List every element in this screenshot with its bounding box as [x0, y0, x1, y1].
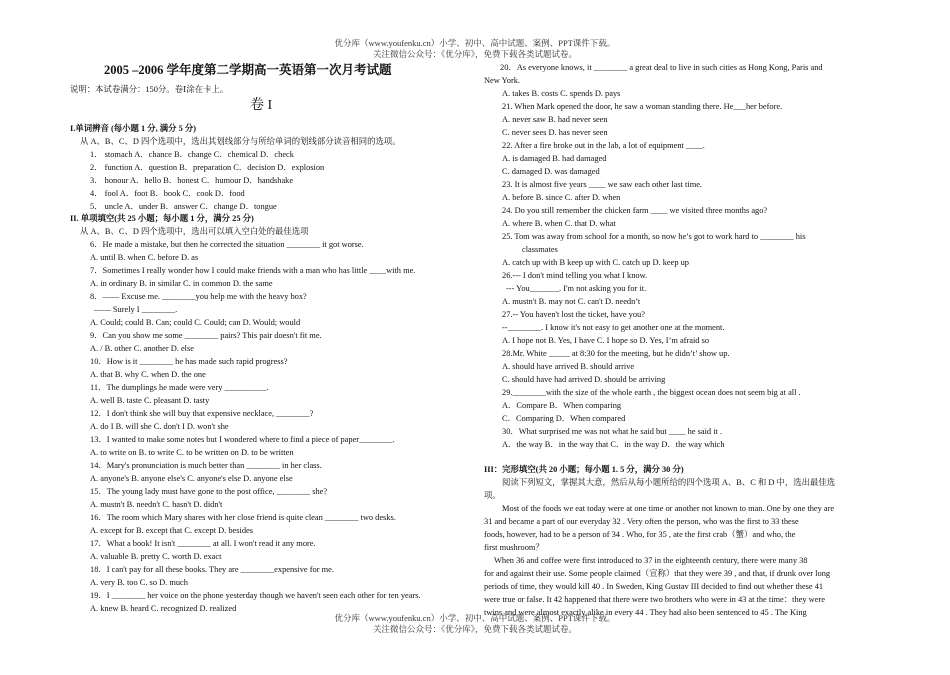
- exam-title: 2005 –2006 学年度第二学期高一英语第一次月考试题: [104, 63, 392, 77]
- section-3-title: III：完形填空(共 20 小题；每小题 1. 5 分，满分 30 分): [484, 465, 684, 474]
- options-line: A. anyone's B. anyone else's C. anyone's else D. anyone else: [90, 474, 293, 483]
- options-line: A. is damaged B. had damaged: [502, 154, 607, 163]
- question-line: 28.Mr. White _____ at 8:30 for the meeting, but he didn’t’ show up.: [502, 349, 730, 358]
- question-line: 11．The dumplings he made were very __________.: [90, 383, 269, 392]
- options-line: A. takes B. costs C. spends D. pays: [502, 89, 621, 98]
- phonetics-item-4: 4． fool A．foot B．book C．cook D．food: [90, 189, 245, 198]
- options-line: A. except for B. except that C. except D. besides: [90, 526, 254, 535]
- options-line: A. before B. since C. after D. when: [502, 193, 621, 202]
- footer-line-2: 关注微信公众号：《优分库》，免费下载各类试题试卷。: [372, 624, 577, 634]
- options-line: A. to write on B. to write C. to be written on D. to be written: [90, 448, 294, 457]
- question-line: 15．The young lady must have gone to the post office, ________ she?: [90, 487, 328, 496]
- options-line: C．Comparing D．When compared: [502, 414, 626, 423]
- options-line: A. mustn't B. may not C. can't D. needn’t: [502, 297, 641, 306]
- options-line: A．Compare B．When comparing: [502, 401, 622, 410]
- question-line: 16．The room which Mary shares with her close friend is quite clean ________ two desks.: [90, 513, 396, 522]
- question-20: 20．As everyone knows, it ________ a great deal to live in such cities as Hong Kong, Paris and: [500, 63, 823, 72]
- header-line-2: 关注微信公众号：《优分库》，免费下载各类试题试卷。: [372, 49, 577, 59]
- question-line: --- You_______. I'm not asking you for it.: [506, 284, 647, 293]
- right-column: [484, 0, 880, 675]
- options-line: A. where B. when C. that D. what: [502, 219, 616, 228]
- volume-heading: 卷 I: [250, 98, 273, 113]
- section-2-desc: 从 A、B、C、D 四个选项中，选出可以填入空白处的最佳选项: [80, 227, 309, 236]
- options-line: A. knew B. heard C. recognized D. realized: [90, 604, 237, 613]
- page-footer: [0, 613, 950, 635]
- question-line: 17．What a book! It isn't ________ at all. I won't read it any more.: [90, 539, 316, 548]
- section-1-title: I.单词辨音 (每小题 1 分, 满分 5 分): [70, 124, 197, 133]
- options-line: C. never sees D. has never seen: [502, 128, 608, 137]
- options-line: A. I hope not B. Yes, I have C. I hope so D. Yes, I’m afraid so: [502, 336, 710, 345]
- question-line: 13．I wanted to make some notes but I wondered where to find a piece of paper________.: [90, 435, 395, 444]
- question-line: 9．Can you show me some ________ pairs? This pair doesn't fit me.: [90, 331, 322, 340]
- question-line: 21. When Mark opened the door, he saw a woman standing there. He___her before.: [502, 102, 783, 111]
- question-line: 23. It is almost five years ____ we saw each other last time.: [502, 180, 703, 189]
- question-line: 7．Sometimes I really wonder how I could make friends with a man who has little ____with me.: [90, 266, 416, 275]
- question-25-cont: classmates: [522, 245, 558, 254]
- question-line: 18．I can't pay for all these books. They are ________expensive for me.: [90, 565, 334, 574]
- passage-line: foods, however, had to be a person of 34 . Who, for 35 , ate the first crab（蟹）and who, the: [484, 530, 796, 539]
- question-line: —— Surely I ________.: [94, 305, 178, 314]
- options-line: A. catch up with B keep up with C. catch up D. keep up: [502, 258, 689, 267]
- phonetics-item-2: 2． function A．question B．preparation C．decision D．explosion: [90, 163, 325, 172]
- question-line: 24. Do you still remember the chicken farm ____ we visited three months ago?: [502, 206, 768, 215]
- question-line: 26.--- I don't mind telling you what I know.: [502, 271, 648, 280]
- question-line: 22. After a fire broke out in the lab, a lot of equipment ____.: [502, 141, 705, 150]
- passage-line: twins and were almost exactly alike in every 44 . They had also been sentenced to 45 . The King: [484, 608, 807, 617]
- options-line: A. never saw B. had never seen: [502, 115, 608, 124]
- options-line: A. well B. taste C. pleasant D. tasty: [90, 396, 210, 405]
- options-line: A. valuable B. pretty C. worth D. exact: [90, 552, 222, 561]
- phonetics-item-1: 1． stomach A．chance B．change C．chemical D．check: [90, 150, 294, 159]
- question-line: 27.-- You haven't lost the ticket, have you?: [502, 310, 645, 319]
- question-20-cont: New York.: [484, 76, 521, 85]
- exam-instructions: 说明：本试卷满分：150分。卷Ⅰ涂在卡上。: [70, 85, 229, 94]
- phonetics-item-3: 3． honour A．hello B．honest C．humour D．handshake: [90, 176, 294, 185]
- options-line: A. that B. why C. when D. the one: [90, 370, 206, 379]
- options-line: A. Could; could B. Can; could C. Could; can D. Would; would: [90, 318, 301, 327]
- passage-line: When 36 and coffee were first introduced to 37 in the eighteenth century, there were many 38: [494, 556, 808, 565]
- options-line: C. should have had arrived D. should be arriving: [502, 375, 666, 384]
- options-line: A. do I B. will she C. don't I D. won't she: [90, 422, 229, 431]
- question-line: 6．He made a mistake, but then he corrected the situation ________ it got worse.: [90, 240, 364, 249]
- question-line: 30．What surprised me was not what he said but ____ he said it .: [502, 427, 723, 436]
- question-line: 19．I ________ her voice on the phone yesterday though we haven't seen each other for ten years.: [90, 591, 421, 600]
- section-1-desc: 从 A、B、C、D 四个选项中，选出其划线部分与所给单词的划线部分读音相同的选项。: [80, 137, 401, 146]
- question-25: 25. Tom was away from school for a month, so now he’s got to work hard to ________ his: [502, 232, 806, 241]
- options-line: A. should have arrived B. should arrive: [502, 362, 635, 371]
- section-3-desc: 阅读下列短文，掌握其大意，然后从每小题所给的四个选项 A、B、C 和 D 中，选出最佳选: [502, 478, 836, 487]
- question-line: 12．I don't think she will buy that expensive necklace, ________?: [90, 409, 314, 418]
- phonetics-item-5: 5． uncle A．under B．answer C．change D．tongue: [90, 202, 277, 211]
- passage-line: were true or false. It 42 happened that there were two brothers who were in 43 at the time：they were: [484, 595, 825, 604]
- passage-line: periods of time, they would kill 40 . In Sweden, King Gustav III decided to find out whether these 41: [484, 582, 824, 591]
- options-line: A. in ordinary B. in similar C. in common D. the same: [90, 279, 273, 288]
- passage-line: for and against their use. Some people claimed（宣称）that they were 39 , and that, if drunk over long: [484, 569, 831, 578]
- options-line: A. until B. when C. before D. as: [90, 253, 199, 262]
- options-line: C. damaged D. was damaged: [502, 167, 600, 176]
- left-column: [70, 0, 470, 675]
- header-line-1: 优分库（www.youfenku.cn）小学、初中、高中试题、案例、PPT课件下载。: [334, 38, 616, 48]
- question-line: 29.________with the size of the whole earth , the biggest ocean does not seem big at all .: [502, 388, 801, 397]
- options-line: A. / B. other C. another D. else: [90, 344, 194, 353]
- passage-line: first mushroom？: [484, 543, 544, 552]
- footer-line-1: 优分库（www.youfenku.cn）小学、初中、高中试题、案例、PPT课件下载。: [334, 613, 616, 623]
- options-line: A．the way B．in the way that C．in the way D．the way which: [502, 440, 725, 449]
- question-line: 14．Mary's pronunciation is much better than ________ in her class.: [90, 461, 322, 470]
- question-line: 10．How is it ________ he has made such rapid progress?: [90, 357, 288, 366]
- section-2-title: II. 单项填空(共 25 小题；每小题 1 分，满分 25 分): [70, 214, 254, 223]
- question-line: --________. I know it's not easy to get another one at the moment.: [502, 323, 725, 332]
- options-line: A. mustn't B. needn't C. hasn't D. didn't: [90, 500, 223, 509]
- passage-line: Most of the foods we eat today were at one time or another not known to man. One by one they are: [502, 504, 835, 513]
- question-line: 8．—— Excuse me. ________you help me with the heavy box?: [90, 292, 307, 301]
- passage-line: 31 and became a part of our everyday 32 . Very often the person, who was the first to 33 these: [484, 517, 799, 526]
- section-3-desc-cont: 项。: [484, 491, 501, 500]
- options-line: A. very B. too C. so D. much: [90, 578, 188, 587]
